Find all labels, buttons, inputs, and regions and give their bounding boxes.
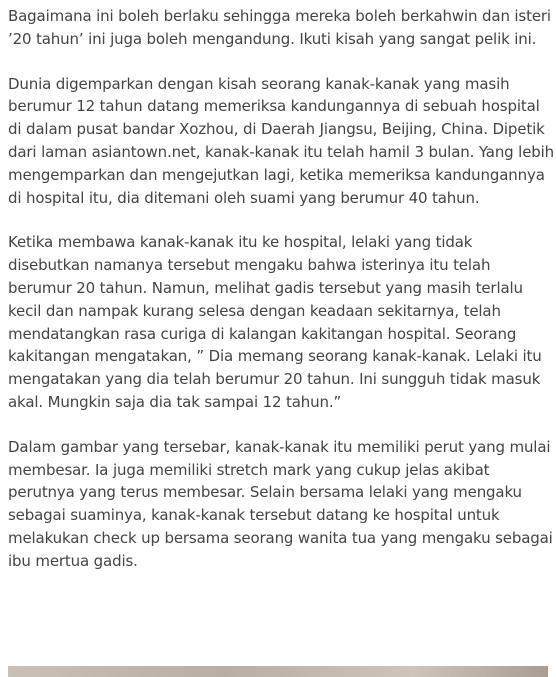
article-body [8, 5, 554, 595]
paragraph-photo-description: Dalam gambar yang tersebar, kanak-kanak itu memiliki perut yang mulai membesar. Ia juga memiliki stretch mark yang cukup jelas akibat perutnya yang terus membesar. Selain bersama lelaki yang mengaku sebagai suaminya, kanak-kanak tersebut datang ke hospital untuk melakukan check up bersama seorang wanita tua yang mengaku sebagai ibu mertua gadis. [8, 437, 553, 570]
article-photo [8, 666, 548, 677]
paragraph-husband-claim: Ketika membawa kanak-kanak itu ke hospital, lelaki yang tidak disebutkan namanya tersebut mengaku bahwa isterinya itu telah berumur 20 tahun. Namun, melihat gadis tersebut yang masih terlalu kecil dan nampak kurang selesa dengan keadaan sekitarnya, telah mendatangkan rasa curiga di kalangan kakitangan hospital. Seorang kakitangan mengatakan, ” Dia memang seorang kanak-kanak. Lelaki itu mengatakan yang dia telah berumur 20 tahun. Ini sungguh tidak masuk akal. Mungkin saja dia tak sampai 12 tahun.” [8, 233, 542, 411]
paragraph-hospital-visit: Dunia digemparkan dengan kisah seorang kanak-kanak yang masih berumur 12 tahun datang memeriksa kandungannya di sebuah hospital di dalam pusat bandar Xozhou, di Daerah Jiangsu, Beijing, China. Dipetik dari laman asiantown.net, kanak-kanak itu telah hamil 3 bulan. Yang lebih mengemparkan dan mengejutkan lagi, ketika memeriksa kandungannya di hospital itu, dia ditemani oleh suami yang berumur 40 tahun. [8, 74, 555, 207]
paragraph-intro: Bagaimana ini boleh berlaku sehingga mereka boleh berkahwin dan isteri ’20 tahun’ ini juga boleh mengandung. Ikuti kisah yang sangat pelik ini. [8, 7, 551, 48]
